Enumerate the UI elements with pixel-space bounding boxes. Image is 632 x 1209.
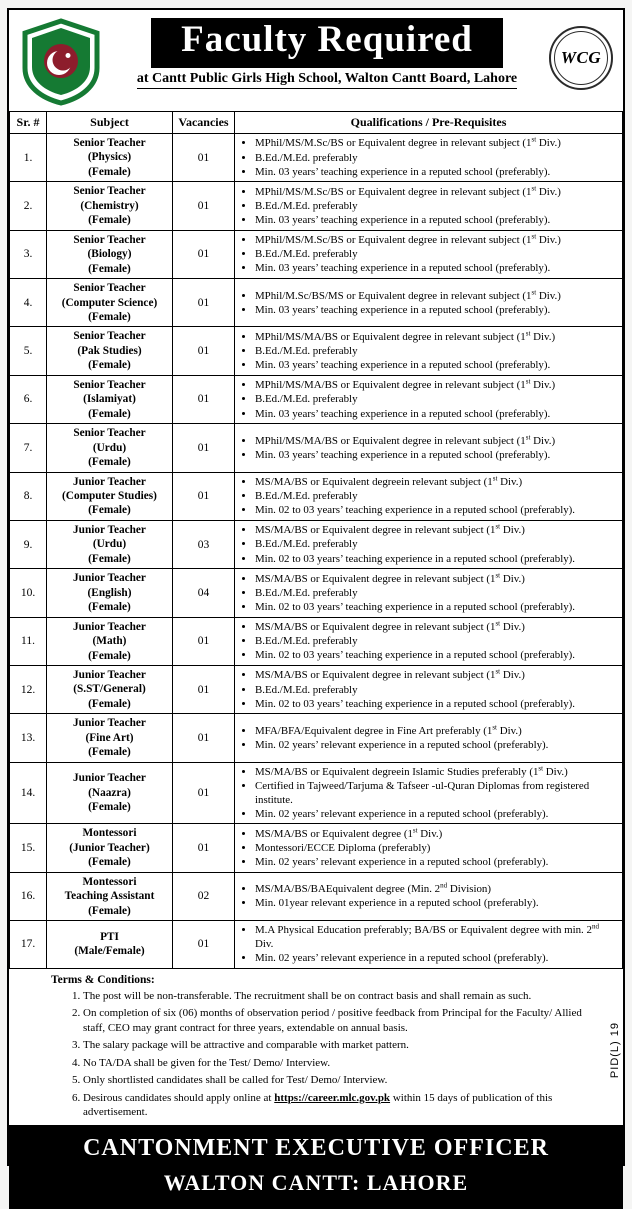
vacancies-cell: 01	[173, 327, 235, 375]
qualification-item: • MPhil/MS/MA/BS or Equivalent degree in relevant subject (1st Div.)	[255, 434, 619, 448]
subject-cell: Junior Teacher (S.ST/General) (Female)	[47, 665, 173, 713]
qualification-item: • MPhil/MS/MA/BS or Equivalent degree in relevant subject (1st Div.)	[255, 378, 619, 392]
vacancies-cell: 01	[173, 472, 235, 520]
qualification-list	[238, 233, 619, 276]
subject-cell: Senior Teacher (Pak Studies) (Female)	[47, 327, 173, 375]
subject-cell: Senior Teacher (Urdu) (Female)	[47, 424, 173, 472]
sr-cell: 4.	[10, 279, 47, 327]
qualification-item: • B.Ed./M.Ed. preferably	[255, 586, 619, 600]
vacancy-row	[10, 872, 623, 920]
qualifications-cell	[235, 520, 623, 568]
vacancies-cell: 01	[173, 279, 235, 327]
qualification-list	[238, 668, 619, 711]
qualification-item: • B.Ed./M.Ed. preferably	[255, 344, 619, 358]
vacancy-table-body	[10, 134, 623, 969]
col-header-subject: Subject	[47, 112, 173, 134]
qualification-item: • Min. 02 to 03 years’ teaching experience in a reputed school (preferably).	[255, 600, 619, 614]
qualification-list	[238, 572, 619, 615]
qualification-item: • Min. 02 years’ relevant experience in a reputed school (preferably).	[255, 807, 619, 821]
terms-heading: Terms & Conditions:	[51, 973, 155, 986]
sr-cell: 7.	[10, 424, 47, 472]
qualification-item: • Min. 03 years’ teaching experience in a reputed school (preferably).	[255, 358, 619, 372]
qualification-list	[238, 475, 619, 518]
qualification-list	[238, 765, 619, 822]
vacancies-cell: 01	[173, 665, 235, 713]
qualification-item: • Min. 02 years’ relevant experience in a reputed school (preferably).	[255, 951, 619, 965]
qualification-list	[238, 523, 619, 566]
qualification-item: • Min. 01year relevant experience in a reputed school (preferably).	[255, 896, 619, 910]
header	[9, 10, 623, 109]
qualifications-cell	[235, 665, 623, 713]
qualification-item: • Min. 03 years’ teaching experience in a reputed school (preferably).	[255, 213, 619, 227]
vacancies-cell: 04	[173, 569, 235, 617]
qualification-item: • MPhil/MS/MA/BS or Equivalent degree in relevant subject (1st Div.)	[255, 330, 619, 344]
vacancies-cell: 02	[173, 872, 235, 920]
terms-item: 2. On completion of six (06) months of observation period / positive feedback from Principal for the Faculty/ Allied staff, CEO may grant contract for three years, extendable on annual basis.	[83, 1006, 583, 1035]
sr-cell: 9.	[10, 520, 47, 568]
vacancy-row	[10, 520, 623, 568]
qualification-item: • B.Ed./M.Ed. preferably	[255, 537, 619, 551]
footer	[9, 1125, 623, 1209]
col-header-sr: Sr. #	[10, 112, 47, 134]
qualification-item: • MS/MA/BS or Equivalent degreein Islamic Studies preferably (1st Div.)	[255, 765, 619, 779]
ad-subtitle: at Cantt Public Girls High School, Walton Cantt Board, Lahore	[137, 71, 517, 89]
qualification-list	[238, 827, 619, 870]
vacancies-cell: 01	[173, 134, 235, 182]
vacancy-row	[10, 617, 623, 665]
subject-cell: Senior Teacher (Chemistry) (Female)	[47, 182, 173, 230]
qualification-item: • MS/MA/BS or Equivalent degree in relevant subject (1st Div.)	[255, 572, 619, 586]
qualification-item: • B.Ed./M.Ed. preferably	[255, 247, 619, 261]
qualification-item: • MFA/BFA/Equivalent degree in Fine Art preferably (1st Div.)	[255, 724, 619, 738]
qualification-item: • B.Ed./M.Ed. preferably	[255, 151, 619, 165]
qualifications-cell	[235, 279, 623, 327]
qualification-list	[238, 434, 619, 462]
vacancies-cell: 01	[173, 824, 235, 872]
qualification-item: • MPhil/MS/M.Sc/BS or Equivalent degree in relevant subject (1st Div.)	[255, 185, 619, 199]
footer-location: WALTON CANTT: LAHORE	[163, 1169, 469, 1195]
pid-number: PID(L) 19	[609, 1021, 621, 1078]
qualification-item: • MPhil/M.Sc/BS/MS or Equivalent degree in relevant subject (1st Div.)	[255, 289, 619, 303]
footer-officer-title: CANTONMENT EXECUTIVE OFFICER	[83, 1134, 549, 1161]
qualifications-cell	[235, 182, 623, 230]
qualification-item: • Min. 03 years’ teaching experience in a reputed school (preferably).	[255, 407, 619, 421]
vacancy-row	[10, 714, 623, 762]
subject-cell: Junior Teacher (Computer Studies) (Female)	[47, 472, 173, 520]
qualifications-cell	[235, 921, 623, 969]
school-crest-icon	[19, 18, 103, 106]
qualifications-cell	[235, 872, 623, 920]
wcb-logo-ring	[554, 31, 608, 85]
qualifications-cell	[235, 824, 623, 872]
qualification-item: • Min. 02 years’ relevant experience in a reputed school (preferably).	[255, 738, 619, 752]
vacancy-row	[10, 762, 623, 824]
title-block	[105, 18, 549, 89]
vacancy-row	[10, 472, 623, 520]
terms-item: 5. Only shortlisted candidates shall be called for Test/ Demo/ Interview.	[83, 1073, 583, 1088]
qualification-item: • Min. 02 to 03 years’ teaching experience in a reputed school (preferably).	[255, 552, 619, 566]
qualifications-cell	[235, 134, 623, 182]
qualification-item: • B.Ed./M.Ed. preferably	[255, 392, 619, 406]
table-header-row	[10, 112, 623, 134]
qualifications-cell	[235, 617, 623, 665]
terms-item: 4. No TA/DA shall be given for the Test/ Demo/ Interview.	[83, 1056, 583, 1071]
subject-cell: Junior Teacher (English) (Female)	[47, 569, 173, 617]
subject-cell: PTI (Male/Female)	[47, 921, 173, 969]
school-crest-logo	[17, 18, 105, 106]
subject-cell: Senior Teacher (Physics) (Female)	[47, 134, 173, 182]
sr-cell: 8.	[10, 472, 47, 520]
sr-cell: 1.	[10, 134, 47, 182]
qualifications-cell	[235, 230, 623, 278]
apply-url: https://career.mlc.gov.pk	[274, 1091, 391, 1104]
qualifications-cell	[235, 424, 623, 472]
qualification-item: • B.Ed./M.Ed. preferably	[255, 634, 619, 648]
qualification-list	[238, 330, 619, 373]
vacancy-row	[10, 569, 623, 617]
vacancy-row	[10, 134, 623, 182]
vacancy-row	[10, 230, 623, 278]
qualification-item: • Min. 03 years’ teaching experience in a reputed school (preferably).	[255, 448, 619, 462]
vacancies-cell: 01	[173, 230, 235, 278]
vacancy-row	[10, 824, 623, 872]
qualification-item: • Min. 02 to 03 years’ teaching experience in a reputed school (preferably).	[255, 648, 619, 662]
qualification-list	[238, 378, 619, 421]
vacancies-cell: 01	[173, 375, 235, 423]
terms-item: 1. The post will be non-transferable. The recruitment shall be on contract basis and shall remain as such.	[83, 989, 583, 1004]
vacancy-row	[10, 279, 623, 327]
terms-section	[9, 969, 623, 1125]
subject-cell: Junior Teacher (Math) (Female)	[47, 617, 173, 665]
qualification-list	[238, 289, 619, 317]
qualifications-cell	[235, 714, 623, 762]
qualification-item: • Min. 02 to 03 years’ teaching experience in a reputed school (preferably).	[255, 503, 619, 517]
qualification-item: • MS/MA/BS or Equivalent degree in relevant subject (1st Div.)	[255, 668, 619, 682]
qualification-list	[238, 882, 619, 910]
sr-cell: 11.	[10, 617, 47, 665]
qualification-item: • Min. 02 to 03 years’ teaching experience in a reputed school (preferably).	[255, 697, 619, 711]
subject-cell: Junior Teacher (Fine Art) (Female)	[47, 714, 173, 762]
sr-cell: 15.	[10, 824, 47, 872]
col-header-qualifications: Qualifications / Pre-Requisites	[235, 112, 623, 134]
qualification-item: • Montessori/ECCE Diploma (preferably)	[255, 841, 619, 855]
qualification-list	[238, 136, 619, 179]
qualification-item: • MS/MA/BS or Equivalent degreein relevant subject (1st Div.)	[255, 475, 619, 489]
qualification-item: • MPhil/MS/M.Sc/BS or Equivalent degree in relevant subject (1st Div.)	[255, 136, 619, 150]
qualification-item: • Min. 03 years’ teaching experience in a reputed school (preferably).	[255, 261, 619, 275]
qualification-item: • Min. 02 years’ relevant experience in a reputed school (preferably).	[255, 855, 619, 869]
qualifications-cell	[235, 569, 623, 617]
qualification-item: • MPhil/MS/M.Sc/BS or Equivalent degree in relevant subject (1st Div.)	[255, 233, 619, 247]
sr-cell: 16.	[10, 872, 47, 920]
terms-list	[55, 989, 583, 1120]
subject-cell: Montessori (Junior Teacher) (Female)	[47, 824, 173, 872]
qualification-item: • MS/MA/BS or Equivalent degree in relevant subject (1st Div.)	[255, 523, 619, 537]
qualifications-cell	[235, 762, 623, 824]
qualifications-cell	[235, 472, 623, 520]
vacancies-cell: 01	[173, 617, 235, 665]
wcb-logo	[549, 26, 613, 90]
vacancy-row	[10, 921, 623, 969]
vacancies-cell: 01	[173, 714, 235, 762]
subject-cell: Senior Teacher (Computer Science) (Female)	[47, 279, 173, 327]
qualification-item: • Min. 03 years’ teaching experience in a reputed school (preferably).	[255, 303, 619, 317]
vacancies-cell: 01	[173, 182, 235, 230]
qualifications-cell	[235, 327, 623, 375]
vacancies-cell: 01	[173, 921, 235, 969]
qualification-list	[238, 923, 619, 966]
qualification-item: • MS/MA/BS/BAEquivalent degree (Min. 2nd Division)	[255, 882, 619, 896]
sr-cell: 13.	[10, 714, 47, 762]
qualification-item: • B.Ed./M.Ed. preferably	[255, 489, 619, 503]
vacancy-row	[10, 424, 623, 472]
col-header-vacancies: Vacancies	[173, 112, 235, 134]
subject-cell: Junior Teacher (Urdu) (Female)	[47, 520, 173, 568]
vacancies-cell: 01	[173, 762, 235, 824]
qualification-item: • MS/MA/BS or Equivalent degree in relevant subject (1st Div.)	[255, 620, 619, 634]
qualifications-cell	[235, 375, 623, 423]
vacancy-row	[10, 182, 623, 230]
terms-item: 3. The salary package will be attractive and comparable with market pattern.	[83, 1038, 583, 1053]
terms-item: 6. Desirous candidates should apply online at https://career.mlc.gov.pk within 15 days of publication of this advertisement.	[83, 1091, 583, 1120]
qualification-list	[238, 620, 619, 663]
subject-cell: Senior Teacher (Islamiyat) (Female)	[47, 375, 173, 423]
qualification-list	[238, 724, 619, 752]
subject-cell: Montessori Teaching Assistant (Female)	[47, 872, 173, 920]
vacancies-cell: 03	[173, 520, 235, 568]
advertisement-page	[7, 8, 625, 1195]
ad-title: Faculty Required	[151, 18, 503, 68]
qualification-item: • Min. 03 years’ teaching experience in a reputed school (preferably).	[255, 165, 619, 179]
wcb-logo-text: WCG	[560, 48, 602, 67]
sr-cell: 10.	[10, 569, 47, 617]
sr-cell: 6.	[10, 375, 47, 423]
qualification-item: • M.A Physical Education preferably; BA/BS or Equivalent degree with min. 2nd Div.	[255, 923, 619, 951]
qualification-item: • B.Ed./M.Ed. preferably	[255, 683, 619, 697]
qualification-item: • B.Ed./M.Ed. preferably	[255, 199, 619, 213]
qualification-item: • Certified in Tajweed/Tarjuma & Tafseer -ul-Quran Diplomas from registered institute.	[255, 779, 619, 807]
sr-cell: 12.	[10, 665, 47, 713]
sr-cell: 17.	[10, 921, 47, 969]
qualification-item: • MS/MA/BS or Equivalent degree (1st Div.)	[255, 827, 619, 841]
sr-cell: 5.	[10, 327, 47, 375]
subject-cell: Senior Teacher (Biology) (Female)	[47, 230, 173, 278]
subject-cell: Junior Teacher (Naazra) (Female)	[47, 762, 173, 824]
vacancies-cell: 01	[173, 424, 235, 472]
vacancy-table	[9, 111, 623, 969]
vacancy-row	[10, 375, 623, 423]
sr-cell: 14.	[10, 762, 47, 824]
vacancy-row	[10, 327, 623, 375]
sr-cell: 3.	[10, 230, 47, 278]
vacancy-row	[10, 665, 623, 713]
sr-cell: 2.	[10, 182, 47, 230]
qualification-list	[238, 185, 619, 228]
